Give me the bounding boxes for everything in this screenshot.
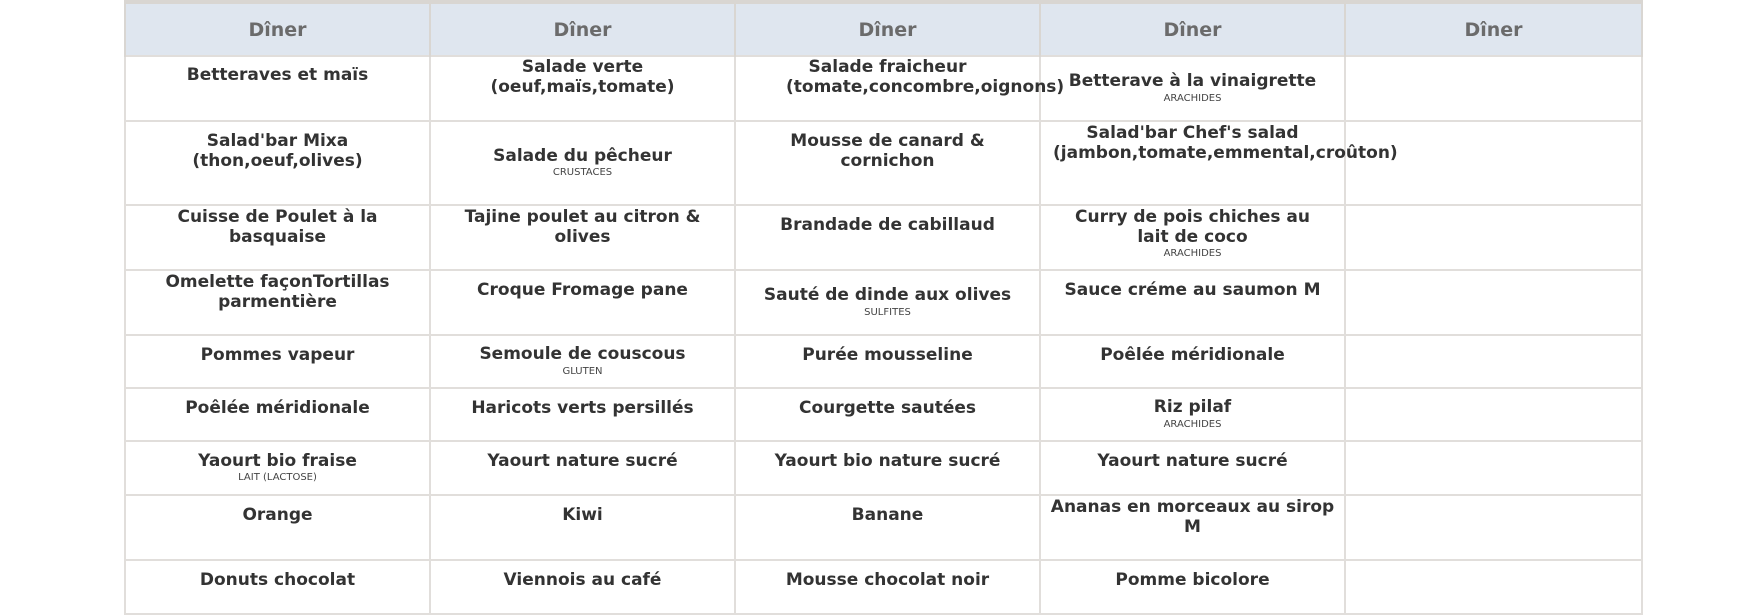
allergen-label: CRUSTACES [552, 167, 613, 179]
menu-cell [1040, 205, 1345, 270]
dish-name: Tajine poulet au citron & olives [464, 207, 701, 247]
dish-name: Salade fraicheur (tomate,concombre,oignons) [786, 57, 1065, 97]
dish-name: Poêlée méridionale [1100, 345, 1285, 365]
dish-name: Viennois au café [503, 570, 662, 590]
menu-row-starter-2 [125, 121, 1642, 205]
dish-name: Salad'bar Mixa (thon,oeuf,olives) [192, 131, 363, 171]
menu-row-main-1 [125, 205, 1642, 270]
menu-cell [430, 560, 735, 614]
menu-row-main-2 [125, 270, 1642, 335]
dish-name: Mousse chocolat noir [785, 570, 990, 590]
allergen-label: ARACHIDES [1163, 92, 1222, 104]
dish-name: Pomme bicolore [1115, 570, 1270, 590]
allergen-label: GLUTEN [562, 365, 603, 377]
menu-cell [125, 121, 430, 205]
dish-name: Croque Fromage pane [477, 280, 688, 300]
dish-name: Betteraves et maïs [186, 65, 369, 85]
menu-cell [125, 495, 430, 560]
dish-name: Yaourt bio fraise [198, 450, 357, 471]
dish-name: Sauté de dinde aux olives [763, 285, 1012, 306]
menu-cell [1040, 270, 1345, 335]
dish-name: Betterave à la vinaigrette [1068, 71, 1317, 92]
dish-name: Donuts chocolat [199, 570, 356, 590]
allergen-label: LAIT (LACTOSE) [238, 472, 317, 484]
column-header-4: Dîner [1040, 2, 1345, 56]
menu-cell [1040, 441, 1345, 495]
column-header-1: Dîner [125, 2, 430, 56]
dish-name: Orange [242, 505, 313, 525]
dish-name: Mousse de canard & cornichon [790, 131, 985, 171]
menu-cell [125, 335, 430, 388]
menu-cell-empty [1345, 441, 1642, 495]
menu-cell [430, 495, 735, 560]
menu-cell [735, 441, 1040, 495]
menu-cell [1040, 560, 1345, 614]
dish-name: Courgette sautées [798, 398, 977, 418]
allergen-label: ARACHIDES [1163, 248, 1222, 259]
dish-name: Salade du pêcheur [493, 145, 672, 166]
dish-name: Brandade de cabillaud [780, 215, 995, 235]
dish-name: Curry de pois chiches au lait de coco [1074, 207, 1310, 247]
menu-row-side-1 [125, 335, 1642, 388]
dish-name: Kiwi [562, 505, 603, 525]
header-row [125, 2, 1642, 56]
menu-cell-empty [1345, 560, 1642, 614]
dish-name: Yaourt nature sucré [487, 451, 678, 471]
menu-cell [125, 560, 430, 614]
dish-name: Ananas en morceaux au sirop M [1050, 497, 1335, 537]
menu-row-side-2 [125, 388, 1642, 441]
column-header-3: Dîner [735, 2, 1040, 56]
dish-name: Yaourt bio nature sucré [774, 451, 1001, 471]
menu-cell [735, 388, 1040, 441]
menu-cell [125, 270, 430, 335]
menu-cell [430, 270, 735, 335]
menu-cell [1040, 121, 1398, 205]
menu-cell [125, 56, 430, 121]
dinner-menu-table [124, 0, 1643, 615]
menu-cell-empty [1345, 121, 1642, 205]
menu-cell [125, 388, 430, 441]
dish-name: Pommes vapeur [200, 345, 355, 365]
menu-cell [430, 441, 735, 495]
dish-name: Sauce créme au saumon M [1064, 280, 1321, 300]
menu-cell [735, 205, 1040, 270]
menu-cell [125, 205, 430, 270]
dish-name: Poêlée méridionale [185, 398, 370, 418]
menu-cell-empty [1345, 495, 1642, 560]
menu-cell [430, 205, 735, 270]
menu-cell-empty [1345, 56, 1642, 121]
menu-cell [1040, 388, 1345, 441]
menu-cell-empty [1345, 388, 1642, 441]
menu-cell [735, 56, 1065, 121]
dish-name: Salade verte (oeuf,maïs,tomate) [490, 57, 675, 97]
menu-cell-empty [1345, 335, 1642, 388]
dish-name: Salad'bar Chef's salad (jambon,tomate,emmental,croûton) [1053, 123, 1398, 163]
menu-cell [735, 335, 1040, 388]
dish-name: Riz pilaf [1153, 397, 1232, 418]
menu-cell [430, 335, 735, 388]
dish-name: Semoule de couscous [479, 344, 686, 365]
dish-name: Omelette façonTortillas parmentière [165, 272, 390, 312]
menu-cell [735, 560, 1040, 614]
menu-row-dairy [125, 441, 1642, 495]
allergen-label: SULFITES [864, 306, 911, 318]
menu-cell [1040, 495, 1345, 560]
dish-name: Purée mousseline [802, 345, 973, 365]
dish-name: Yaourt nature sucré [1097, 451, 1288, 471]
menu-row-starter-1 [125, 56, 1642, 121]
menu-cell [735, 121, 1040, 205]
menu-cell [735, 270, 1040, 335]
menu-cell-empty [1345, 270, 1642, 335]
menu-cell-empty [1345, 205, 1642, 270]
menu-row-dessert [125, 560, 1642, 614]
column-header-5: Dîner [1345, 2, 1642, 56]
menu-cell [430, 121, 735, 205]
column-header-2: Dîner [430, 2, 735, 56]
dish-name: Banane [851, 505, 924, 525]
dish-name: Haricots verts persillés [471, 398, 694, 418]
dish-name: Cuisse de Poulet à la basquaise [177, 207, 378, 247]
menu-cell [125, 441, 430, 495]
menu-row-fruit [125, 495, 1642, 560]
menu-cell [1040, 335, 1345, 388]
menu-cell [430, 388, 735, 441]
menu-cell [430, 56, 735, 121]
menu-cell [1040, 56, 1345, 121]
menu-cell [735, 495, 1040, 560]
allergen-label: ARACHIDES [1163, 418, 1222, 430]
